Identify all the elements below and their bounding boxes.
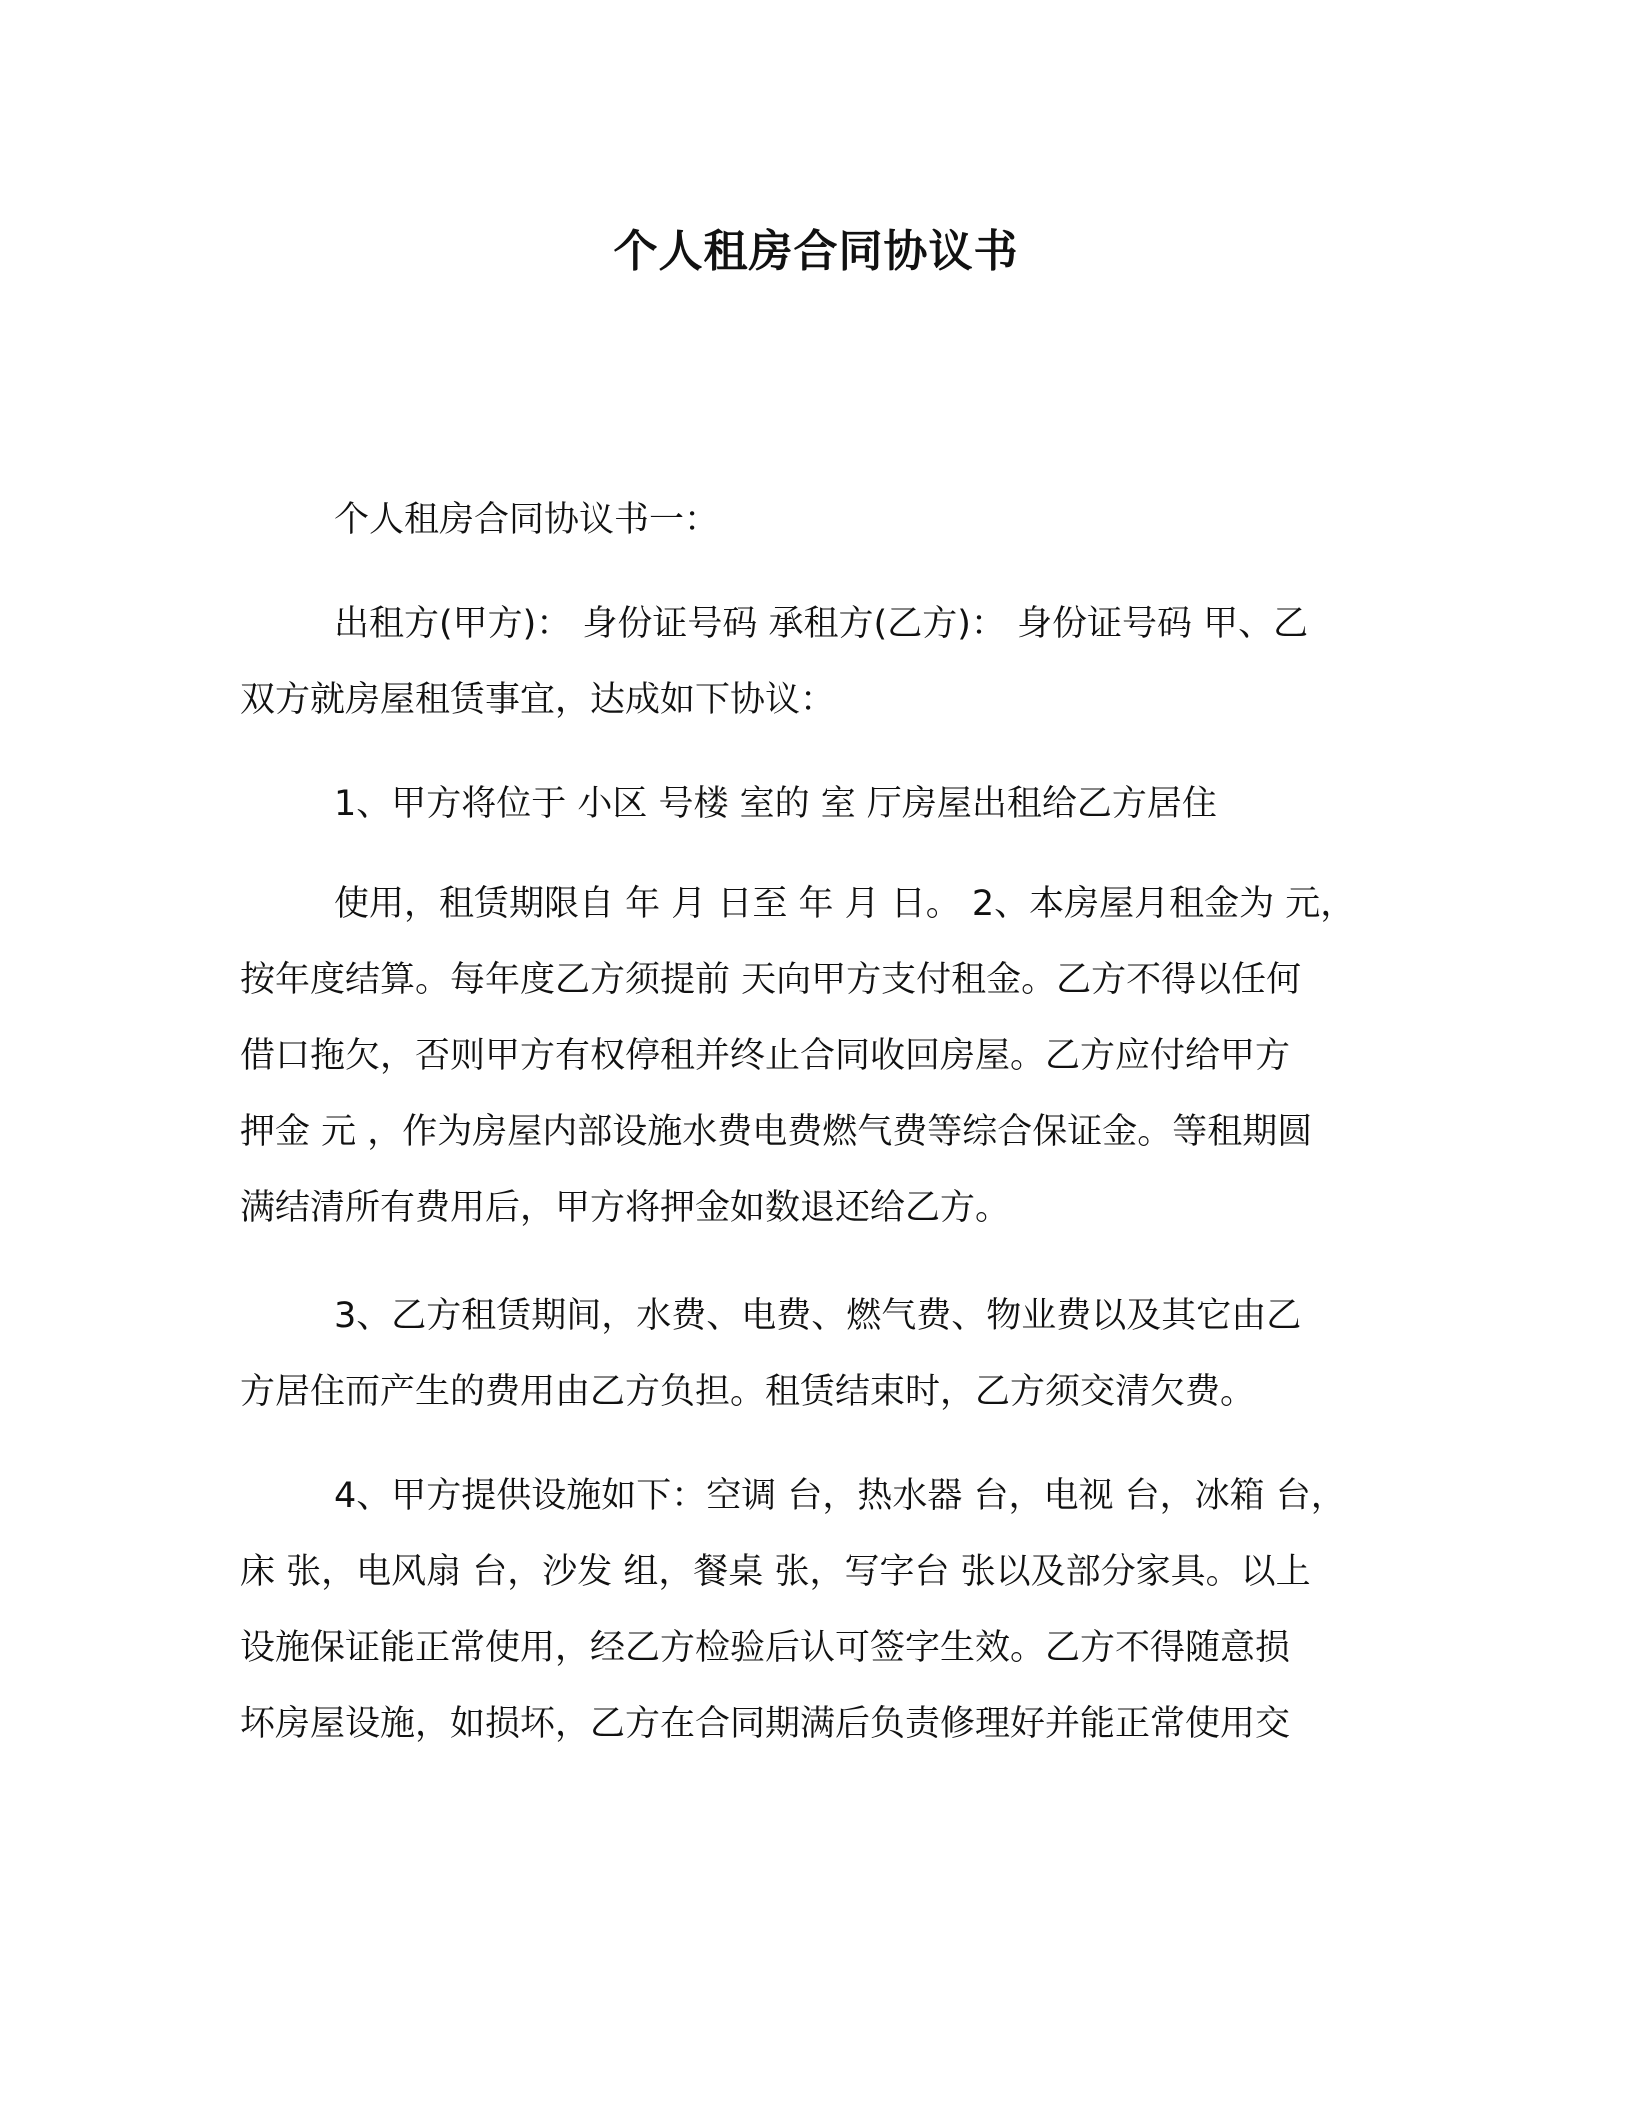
paragraph-line: 满结清所有费用后，甲方将押金如数退还给乙方。 [240,1188,1011,1228]
paragraph-line: 出租方(甲方)： 身份证号码 承租方(乙方)： 身份证号码 甲、乙 [334,604,1309,644]
paragraph-line: 双方就房屋租赁事宜，达成如下协议： [240,680,836,720]
paragraph-line: 1、甲方将位于 小区 号楼 室的 室 厅房屋出租给乙方居住 [334,784,1217,824]
document-title: 个人租房合同协议书 [613,226,1019,277]
paragraph-line: 床 张，电风扇 台，沙发 组，餐桌 张，写字台 张以及部分家具。以上 [240,1552,1311,1592]
paragraph-line: 按年度结算。每年度乙方须提前 天向甲方支付租金。乙方不得以任何 [240,960,1302,1000]
paragraph-line: 方居住而产生的费用由乙方负担。租赁结束时，乙方须交清欠费。 [240,1372,1256,1412]
paragraph-line: 借口拖欠，否则甲方有权停租并终止合同收回房屋。乙方应付给甲方 [240,1036,1291,1076]
subtitle-line: 个人租房合同协议书一： [334,500,720,540]
paragraph-line: 3、乙方租赁期间，水费、电费、燃气费、物业费以及其它由乙 [334,1296,1302,1336]
paragraph-line: 押金 元 ，作为房屋内部设施水费电费燃气费等综合保证金。等租期圆 [240,1112,1313,1152]
paragraph-line: 4、甲方提供设施如下：空调 台，热水器 台，电视 台，冰箱 台， [334,1476,1346,1516]
paragraph-line: 坏房屋设施，如损坏，乙方在合同期满后负责修理好并能正常使用交 [240,1704,1291,1744]
paragraph-line: 设施保证能正常使用，经乙方检验后认可签字生效。乙方不得随意损 [240,1628,1291,1668]
paragraph-line: 使用，租赁期限自 年 月 日至 年 月 日。 2、本房屋月租金为 元， [334,884,1356,924]
